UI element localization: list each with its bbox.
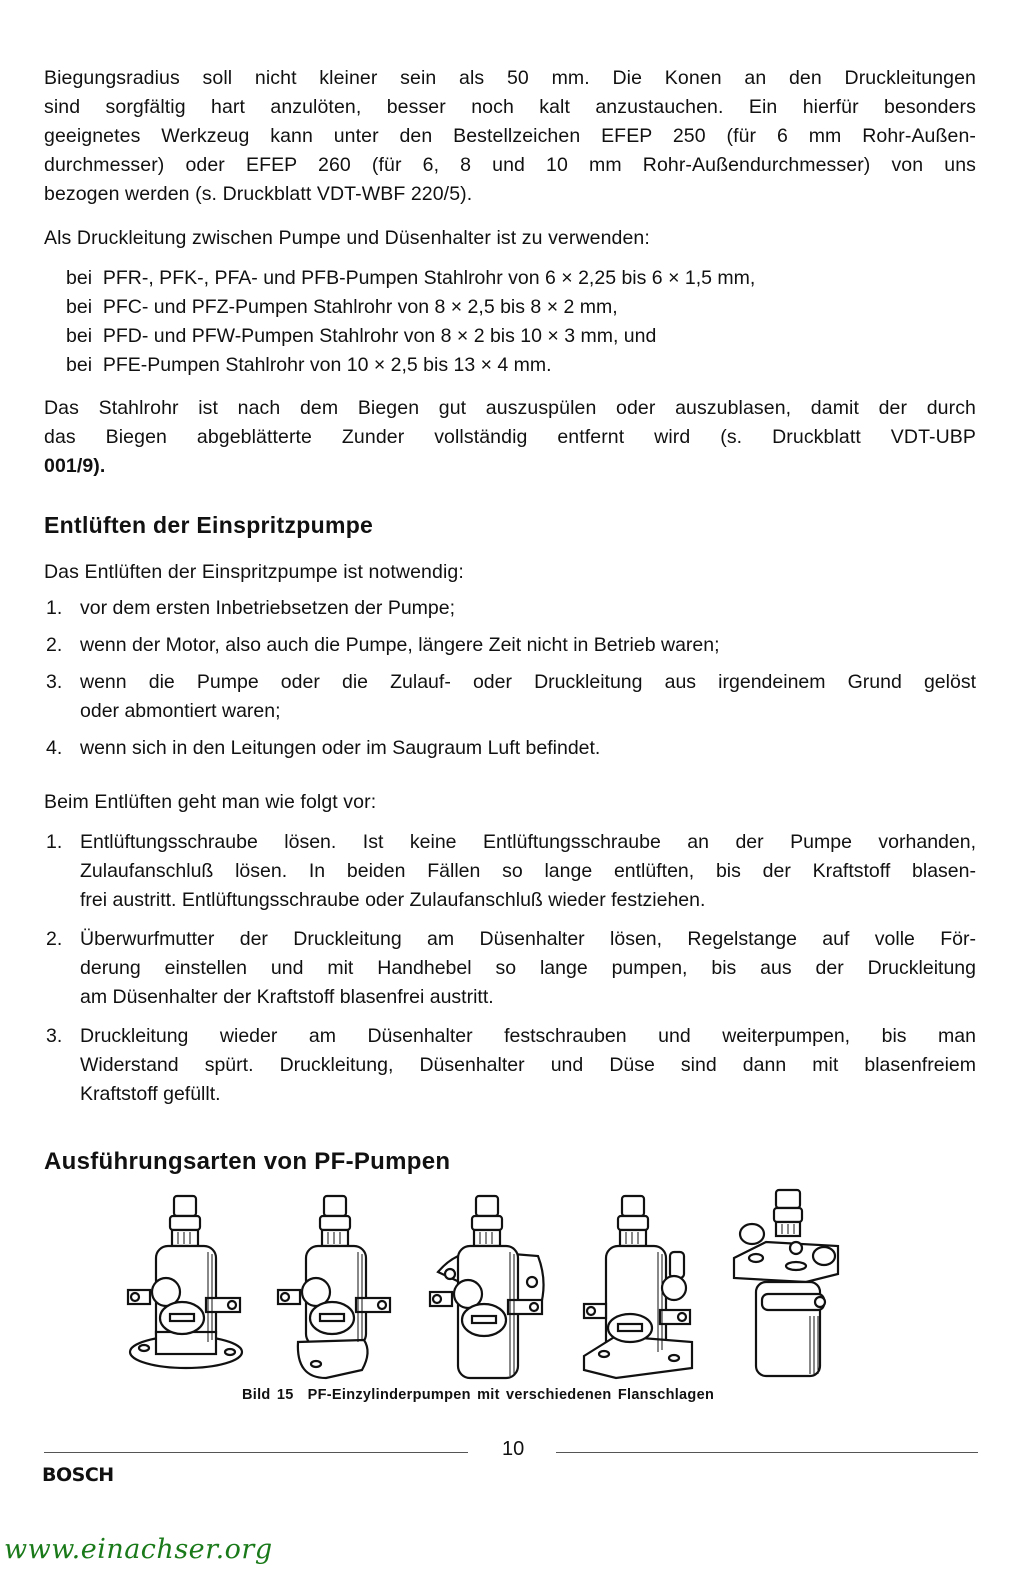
pipe-spec-item: bei PFR-, PFK-, PFA- und PFB-Pumpen Stahlrohr von 6 × 2,25 bis 6 × 1,5 mm, [66, 267, 756, 289]
page-number: 10 [502, 1438, 525, 1460]
item-number: 3. [46, 1025, 63, 1047]
pipe-spec-item: bei PFE-Pumpen Stahlrohr von 10 × 2,5 bis 13 × 4 mm. [66, 354, 552, 376]
text-line: Druckleitung wieder am Düsenhalter festschrauben und weiterpumpen, bis man [80, 1025, 976, 1047]
watermark-url: www.einachser.org [4, 1534, 273, 1565]
figure-label: Bild 15 [242, 1387, 294, 1403]
text-line: vor dem ersten Inbetriebsetzen der Pumpe; [80, 597, 456, 619]
text-line: am Düsenhalter der Kraftstoff blasenfrei austritt. [80, 986, 494, 1008]
pump-illustration-top-flange [732, 1186, 842, 1382]
text-line: wenn sich in den Leitungen oder im Saugraum Luft befindet. [80, 737, 601, 759]
pipe-spec-item: bei PFD- und PFW-Pumpen Stahlrohr von 8 × 2 bis 10 × 3 mm, und [66, 325, 657, 347]
condition-item [44, 668, 976, 726]
pipe-spec-item: bei PFC- und PFZ-Pumpen Stahlrohr von 8 × 2,5 bis 8 × 2 mm, [66, 296, 618, 318]
text-line: Kraftstoff gefüllt. [80, 1083, 221, 1105]
figure-caption-text: PF-Einzylinderpumpen mit verschiedenen Flanschlagen [307, 1387, 715, 1403]
item-number: 4. [46, 737, 63, 759]
rinse-paragraph [44, 394, 976, 481]
brand-logo: BOSCH [42, 1464, 114, 1486]
text-line: das Biegen abgeblätterte Zunder vollständig entfernt wird (s. Druckblatt VDT-UBP [44, 426, 976, 448]
text-line: Entlüftungsschraube lösen. Ist keine Entlüftungsschraube an der Pumpe vorhanden, [80, 831, 976, 853]
pump-illustration-side-flange [428, 1192, 548, 1382]
text-line: frei austritt. Entlüftungsschraube oder Zulaufanschluß wieder festziehen. [80, 889, 706, 911]
text-line: bezogen werden (s. Druckblatt VDT-WBF 220/5). [44, 183, 473, 205]
pump-illustration-square-flange [580, 1192, 700, 1382]
pump-illustration-oval-flange-low [276, 1192, 396, 1382]
section-heading-variants: Ausführungsarten von PF-Pumpen [44, 1148, 451, 1175]
text-line: wenn die Pumpe oder die Zulauf- oder Druckleitung aus irgendeinem Grund gelöst [80, 671, 976, 693]
text-line: Zulaufanschluß lösen. In beiden Fällen so lange entlüften, bis der Kraftstoff blasen- [80, 860, 976, 882]
step-item [44, 828, 976, 915]
text-line: oder abmontiert waren; [80, 700, 281, 722]
condition-item [44, 594, 976, 623]
pipe-spec-list [66, 264, 755, 380]
text-line: Biegungsradius soll nicht kleiner sein als 50 mm. Die Konen an den Druckleitungen [44, 67, 976, 89]
text-line: durchmesser) oder EFEP 260 (für 6, 8 und 10 mm Rohr-Außendurchmesser) von uns [44, 154, 976, 176]
step-item [44, 925, 976, 1012]
bleeding-conditions-list [44, 594, 976, 763]
pump-illustration-round-flange [126, 1192, 246, 1382]
text-line: 001/9). [44, 455, 106, 477]
footer-rule-left [44, 1452, 468, 1453]
pipe-intro: Als Druckleitung zwischen Pumpe und Düsenhalter ist zu verwenden: [44, 227, 650, 249]
condition-item [44, 734, 976, 763]
item-number: 2. [46, 928, 63, 950]
section-heading-bleeding: Entlüften der Einspritzpumpe [44, 512, 374, 538]
text-line: sind sorgfältig hart anzulöten, besser noch kalt anzustauchen. Ein hierfür besonders [44, 96, 976, 118]
item-number: 1. [46, 597, 63, 619]
text-line: derung einstellen und mit Handhebel so lange pumpen, bis aus der Druckleitung [80, 957, 976, 979]
text-line: geeignetes Werkzeug kann unter den Bestellzeichen EFEP 250 (für 6 mm Rohr-Außen- [44, 125, 976, 147]
bleeding-intro: Das Entlüften der Einspritzpumpe ist notwendig: [44, 561, 464, 583]
text-line: Das Stahlrohr ist nach dem Biegen gut auszuspülen oder auszublasen, damit der durch [44, 397, 976, 419]
item-number: 1. [46, 831, 63, 853]
intro-paragraph [44, 64, 976, 209]
figure-caption [242, 1387, 714, 1403]
item-number: 3. [46, 671, 63, 693]
procedure-intro: Beim Entlüften geht man wie folgt vor: [44, 791, 377, 813]
text-line: Widerstand spürt. Druckleitung, Düsenhalter und Düse sind dann mit blasenfreiem [80, 1054, 976, 1076]
bleeding-steps-list [44, 828, 976, 1109]
footer-rule-right [556, 1452, 978, 1453]
step-item [44, 1022, 976, 1109]
text-line: wenn der Motor, also auch die Pumpe, längere Zeit nicht in Betrieb waren; [80, 634, 720, 656]
condition-item [44, 631, 976, 660]
text-line: Überwurfmutter der Druckleitung am Düsenhalter lösen, Regelstange auf volle För- [80, 928, 976, 950]
item-number: 2. [46, 634, 63, 656]
